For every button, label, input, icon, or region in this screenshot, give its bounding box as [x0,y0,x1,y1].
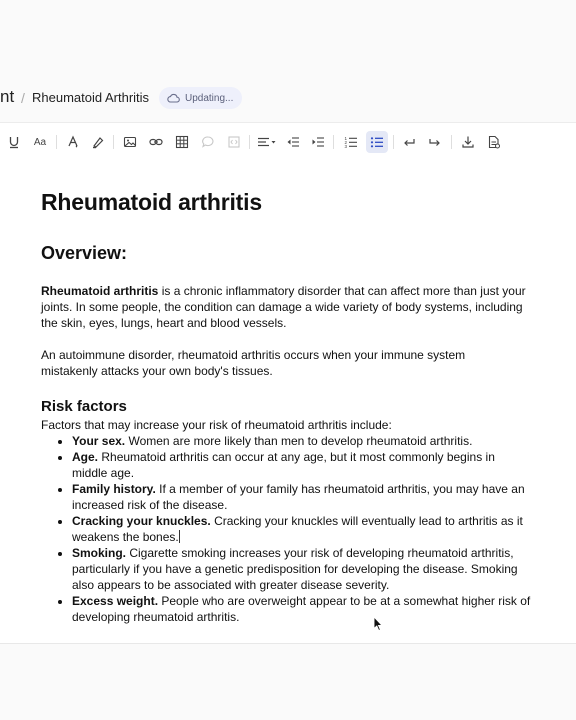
cloud-icon [167,93,180,103]
list-item[interactable] [72,545,531,593]
ordered-list-icon[interactable] [340,131,362,153]
undo-icon[interactable] [398,131,420,153]
document-title[interactable]: Rheumatoid arthritis [41,189,262,215]
risk-term: Smoking. [72,546,127,560]
overview-heading[interactable]: Overview: [41,243,128,263]
top-band [0,0,576,80]
overview-paragraph[interactable] [41,283,526,331]
highlight-icon[interactable] [87,131,109,153]
save-status-label: Updating... [185,92,234,104]
risk-text: Women are more likely than men to develop rheumatoid arthritis. [125,434,473,448]
autoimmune-paragraph[interactable]: An autoimmune disorder, rheumatoid arthritis occurs when your immune system mistakenly attacks your own body's tissues. [41,348,466,378]
list-item[interactable] [72,513,531,545]
risk-factors-heading[interactable]: Risk factors [41,398,127,415]
download-icon[interactable] [457,131,479,153]
image-icon[interactable] [119,131,141,153]
svg-text:2: 2 [344,140,348,145]
risk-text: Rheumatoid arthritis can occur at any age, but it most commonly begins in middle age. [72,450,495,480]
document-body[interactable] [41,187,531,625]
text-caret [179,530,180,543]
overview-text: is a chronic inflammatory disorder that can affect more than just your joints. In some people, the condition can damage a wide variety of body systems, including the skin, eyes, lungs, heart and blood vessels. [41,284,526,330]
risk-text: If a member of your family has rheumatoid arthritis, you may have an increased risk of the disease. [72,482,525,512]
toolbar-divider [393,135,394,149]
breadcrumb-current[interactable]: Rheumatoid Arthritis [32,90,150,105]
list-item[interactable] [72,433,531,449]
export-icon[interactable] [483,131,505,153]
list-item[interactable] [72,449,531,481]
toolbar-divider [113,135,114,149]
risk-term: Cracking your knuckles. [72,514,211,528]
redo-icon[interactable] [424,131,446,153]
bullet-list-icon[interactable] [366,131,388,153]
bottom-band [0,644,576,720]
comment-icon[interactable] [197,131,219,153]
risk-term: Excess weight. [72,594,159,608]
indent-increase-icon[interactable] [307,131,329,153]
risk-intro[interactable]: Factors that may increase your risk of rheumatoid arthritis include: [41,418,392,432]
text-color-icon[interactable] [62,131,84,153]
risk-text: Cigarette smoking increases your risk of developing rheumatoid arthritis, particularly if you have a genetic predisposition for developing the disease. Smoking also appears to be associated with greater disease severity. [72,546,518,592]
editor-toolbar [0,122,576,164]
risk-term: Your sex. [72,434,126,448]
document-editor[interactable] [0,163,576,643]
toolbar-divider [249,135,250,149]
indent-decrease-icon[interactable] [282,131,304,153]
breadcrumb-root[interactable]: nt [0,87,15,106]
underline-icon[interactable] [3,131,25,153]
overview-bold-term: Rheumatoid arthritis [41,284,159,298]
risk-term: Family history. [72,482,156,496]
svg-text:1: 1 [344,136,348,141]
svg-text:3: 3 [344,144,348,149]
link-icon[interactable] [145,131,167,153]
risk-text: Cracking your knuckles will eventually lead to arthritis as it weakens the bones. [72,514,523,544]
embed-icon[interactable] [223,131,245,153]
align-icon[interactable] [255,131,279,153]
risk-list[interactable] [41,433,531,625]
list-item[interactable] [72,481,531,513]
save-status-badge [159,87,242,109]
mouse-pointer-icon [373,616,383,632]
toolbar-divider [56,135,57,149]
toolbar-divider [333,135,334,149]
toolbar-divider [451,135,452,149]
breadcrumb-separator: / [21,90,25,106]
list-item[interactable] [72,593,531,625]
table-icon[interactable] [171,131,193,153]
risk-text: People who are overweight appear to be at a somewhat higher risk of developing rheumatoid arthritis. [72,594,531,624]
risk-term: Age. [72,450,99,464]
font-size-icon[interactable]: Aa [33,136,47,148]
